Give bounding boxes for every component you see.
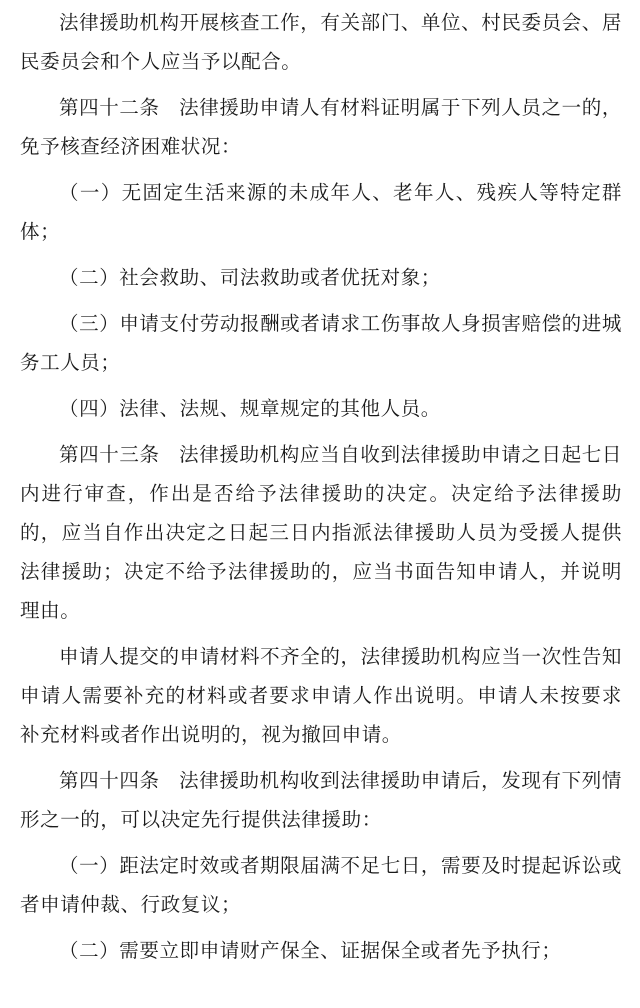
article-43 [20,435,622,630]
article-44-item-1 [20,846,622,924]
list-item-text: （一）距法定时效或者期限届满不足七日，需要及时提起诉讼或者申请仲裁、行政复议； [20,854,622,916]
list-item-text: （二）社会救助、司法救助或者优抚对象； [59,266,441,289]
paragraph-text: 法律援助机构开展核查工作，有关部门、单位、村民委员会、居民委员会和个人应当予以配合。 [20,11,622,73]
article-42-item-2 [20,258,622,297]
list-item-text: （四）法律、法规、规章规定的其他人员。 [59,397,441,420]
article-42-item-1 [20,173,622,251]
article-44 [20,761,622,839]
article-44-item-2 [20,931,622,970]
paragraph-text: 法律援助申请人有材料证明属于下列人员之一的，免予核查经济困难状况： [20,96,622,158]
article-42 [20,88,622,166]
list-item-text: （二）需要立即申请财产保全、证据保全或者先予执行； [59,939,562,962]
article-42-item-3 [20,304,622,382]
paragraph-text: 法律援助机构收到法律援助申请后，发现有下列情形之一的，可以决定先行提供法律援助： [20,769,622,831]
list-item-text: （三）申请支付劳动报酬或者请求工伤事故人身损害赔偿的进城务工人员； [20,312,622,374]
paragraph-text: 申请人提交的申请材料不齐全的，法律援助机构应当一次性告知申请人需要补充的材料或者要求申请人作出说明。申请人未按要求补充材料或者作出说明的，视为撤回申请。 [20,645,622,746]
article-number: 第四十二条 [59,96,160,119]
article-number: 第四十四条 [59,769,160,792]
paragraph-text: 法律援助机构应当自收到法律援助申请之日起七日内进行审查，作出是否给予法律援助的决定。决定给予法律援助的，应当自作出决定之日起三日内指派法律援助人员为受援人提供法律援助；决定不给予法律援助的，应当书面告知申请人，并说明理由。 [20,443,622,622]
paragraph-verification-cooperation [20,3,622,81]
article-number: 第四十三条 [59,443,160,466]
article-43-paragraph-2 [20,637,622,754]
article-42-item-4 [20,389,622,428]
list-item-text: （一）无固定生活来源的未成年人、老年人、残疾人等特定群体； [20,181,622,243]
